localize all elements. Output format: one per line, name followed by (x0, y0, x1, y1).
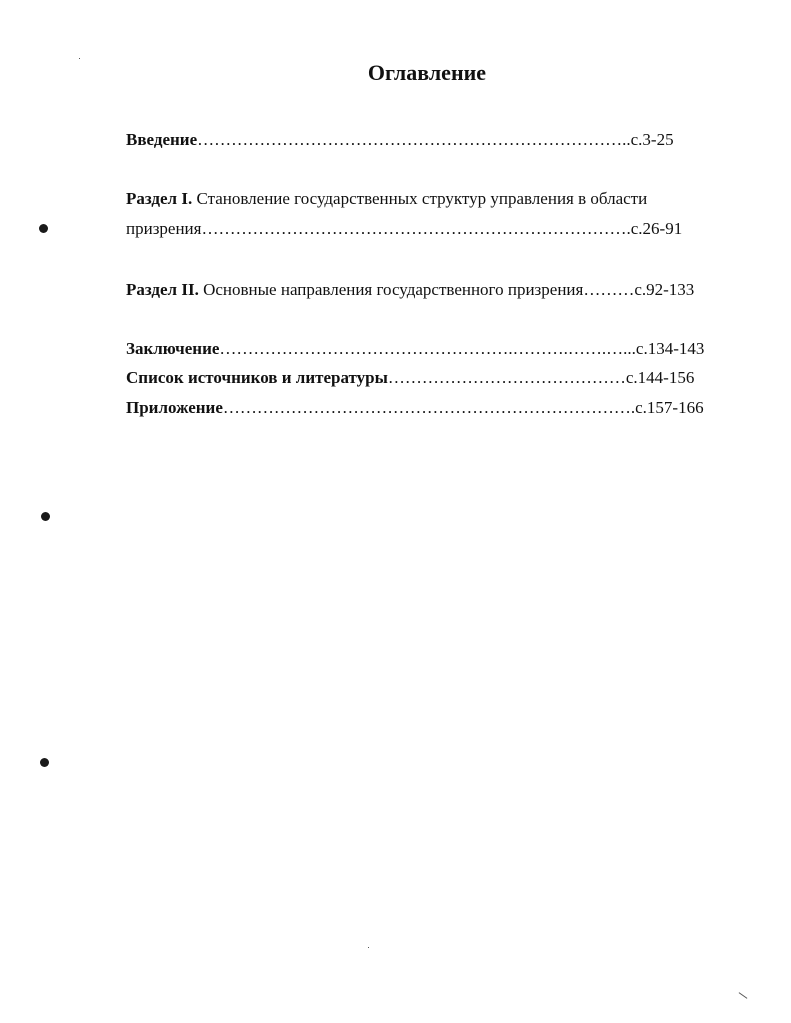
toc-leader: ……… (583, 280, 635, 299)
toc-entry-sources (126, 368, 694, 388)
toc-entry-conclusion (126, 339, 704, 359)
toc-page-number: с.92-133 (634, 280, 695, 299)
punch-hole-mark (41, 512, 50, 521)
toc-leader: ………………………………………………………………. (222, 398, 636, 417)
toc-entry-label: Заключение (126, 339, 220, 358)
toc-leader: …………………………………………….……….…….…... (219, 339, 636, 358)
toc-entry-section-1-continued (126, 219, 682, 239)
punch-hole-mark (40, 758, 49, 767)
toc-leader: …………………………………… (387, 368, 626, 387)
toc-leader: ………………………………………………………………….. (197, 130, 631, 149)
toc-page-number: с.134-143 (635, 339, 705, 358)
toc-entry-label: Приложение (126, 398, 223, 417)
toc-entry-label: Введение (126, 130, 198, 149)
scan-speck (79, 58, 80, 59)
toc-leader: …………………………………………………………………. (201, 219, 631, 238)
toc-entry-text: призрения (126, 219, 202, 238)
toc-entry-label: Раздел II. (126, 280, 199, 299)
toc-entry-label: Раздел I. (126, 189, 193, 208)
toc-page-number: с.144-156 (625, 368, 695, 387)
scan-speck (368, 947, 369, 948)
toc-entry-text: Основные направления государственного призрения (198, 280, 584, 299)
toc-page-number: с.157-166 (635, 398, 704, 417)
toc-entry-section-2 (126, 280, 694, 300)
punch-hole-mark (39, 224, 48, 233)
toc-entry-introduction (126, 130, 674, 150)
toc-entry-appendix (126, 398, 704, 418)
toc-page-number: с.26-91 (630, 219, 683, 238)
scan-speck (739, 992, 748, 999)
toc-entry-section-1 (126, 189, 647, 209)
toc-page-number: с.3-25 (630, 130, 674, 149)
toc-entry-text: Становление государственных структур управления в области (192, 189, 648, 208)
toc-entry-label: Список источников и литературы (126, 368, 388, 387)
page-title: Оглавление (367, 60, 487, 85)
